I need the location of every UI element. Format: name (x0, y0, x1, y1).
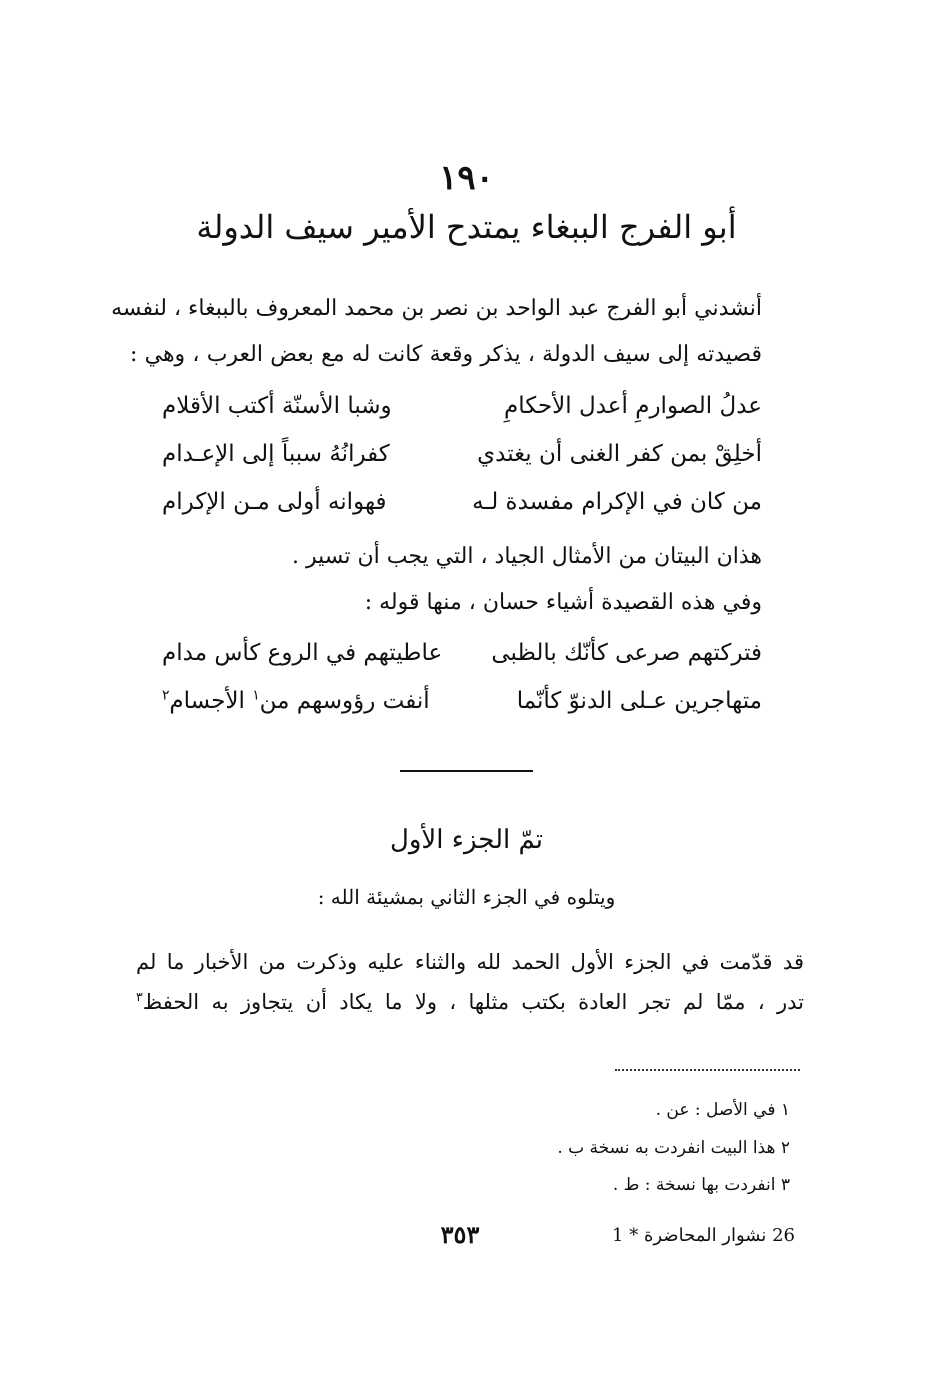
verse-line (162, 441, 762, 481)
section-number: ١٩٠ (439, 158, 494, 198)
verse-hemistich-second: عاطيتهم في الروع كأس مدام (162, 640, 443, 666)
part-next-subheading: ويتلوه في الجزء الثاني بمشيئة الله : (317, 885, 616, 909)
verse-line (162, 393, 762, 433)
footnote-2: ٢ هذا البيت انفردت به نسخة ب . (557, 1138, 790, 1158)
verse-hemistich-first: عدلُ الصوارمِ أعدل الأحكامِ (504, 393, 762, 419)
footnote-marker: ٢ (162, 687, 170, 704)
verse-hemistich-second (162, 688, 430, 714)
intro-line-1: أنشدني أبو الفرج عبد الواحد بن نصر بن محمد المعروف بالببغاء ، لنفسه (111, 296, 762, 321)
verse-hemistich-first: فتركتهم صرعى كأنّك بالظبى (491, 640, 762, 666)
verse-hemistich-first: من كان في الإكرام مفسدة لـه (472, 489, 762, 515)
verse-line (162, 640, 762, 680)
footnote-marker: ٣ (136, 989, 143, 1004)
footnote-separator (615, 1069, 800, 1071)
intro-line-2: قصيدته إلى سيف الدولة ، يذكر وقعة كانت له مع بعض العرب ، وهي : (130, 342, 762, 367)
verse-text: الأجسام (169, 688, 253, 714)
printer-signature: 26 نشوار المحاضرة * 1 (612, 1225, 795, 1246)
footnote-1: ١ في الأصل : عن . (655, 1100, 790, 1120)
page-number: ٣٥٣ (440, 1220, 480, 1249)
verse-hemistich-second: فهوانه أولى مـن الإكرام (162, 489, 387, 515)
closing-text: قد قدّمت في الجزء الأول الحمد لله والثناء عليه وذكرت من الأخبار ما لم (136, 950, 804, 974)
closing-text: تدر ، ممّا لم تجر العادة بكتب مثلها ، ولا ما يكاد أن يتجاوز به الحفظ (142, 990, 804, 1014)
section-title: أبو الفرج الببغاء يمتدح الأمير سيف الدولة (196, 208, 737, 246)
footnote-3: ٣ انفردت بها نسخة : ط . (612, 1175, 790, 1195)
verse-line (162, 489, 762, 529)
closing-line-1 (136, 950, 804, 974)
closing-line-2 (136, 990, 804, 1014)
part-end-heading: تمّ الجزء الأول (389, 825, 544, 855)
prose-line-2: وفي هذه القصيدة أشياء حسان ، منها قوله : (364, 590, 762, 615)
verse-hemistich-second: وشبا الأسنّة أكتب الأقلام (162, 393, 392, 419)
verse-text: أنفت رؤوسهم من (259, 688, 430, 714)
verse-hemistich-first: متهاجرين عـلى الدنوّ كأنّما (516, 688, 762, 714)
footnote-marker: ١ (252, 687, 260, 704)
prose-line-1: هذان البيتان من الأمثال الجياد ، التي يجب أن تسير . (291, 544, 762, 569)
section-divider (400, 770, 533, 772)
verse-hemistich-second: كفرانُهُ سبباً إلى الإعـدام (162, 441, 390, 467)
verse-line (162, 688, 762, 728)
verse-hemistich-first: أخلِقْ بمن كفر الغنى أن يغتدي (477, 441, 762, 467)
